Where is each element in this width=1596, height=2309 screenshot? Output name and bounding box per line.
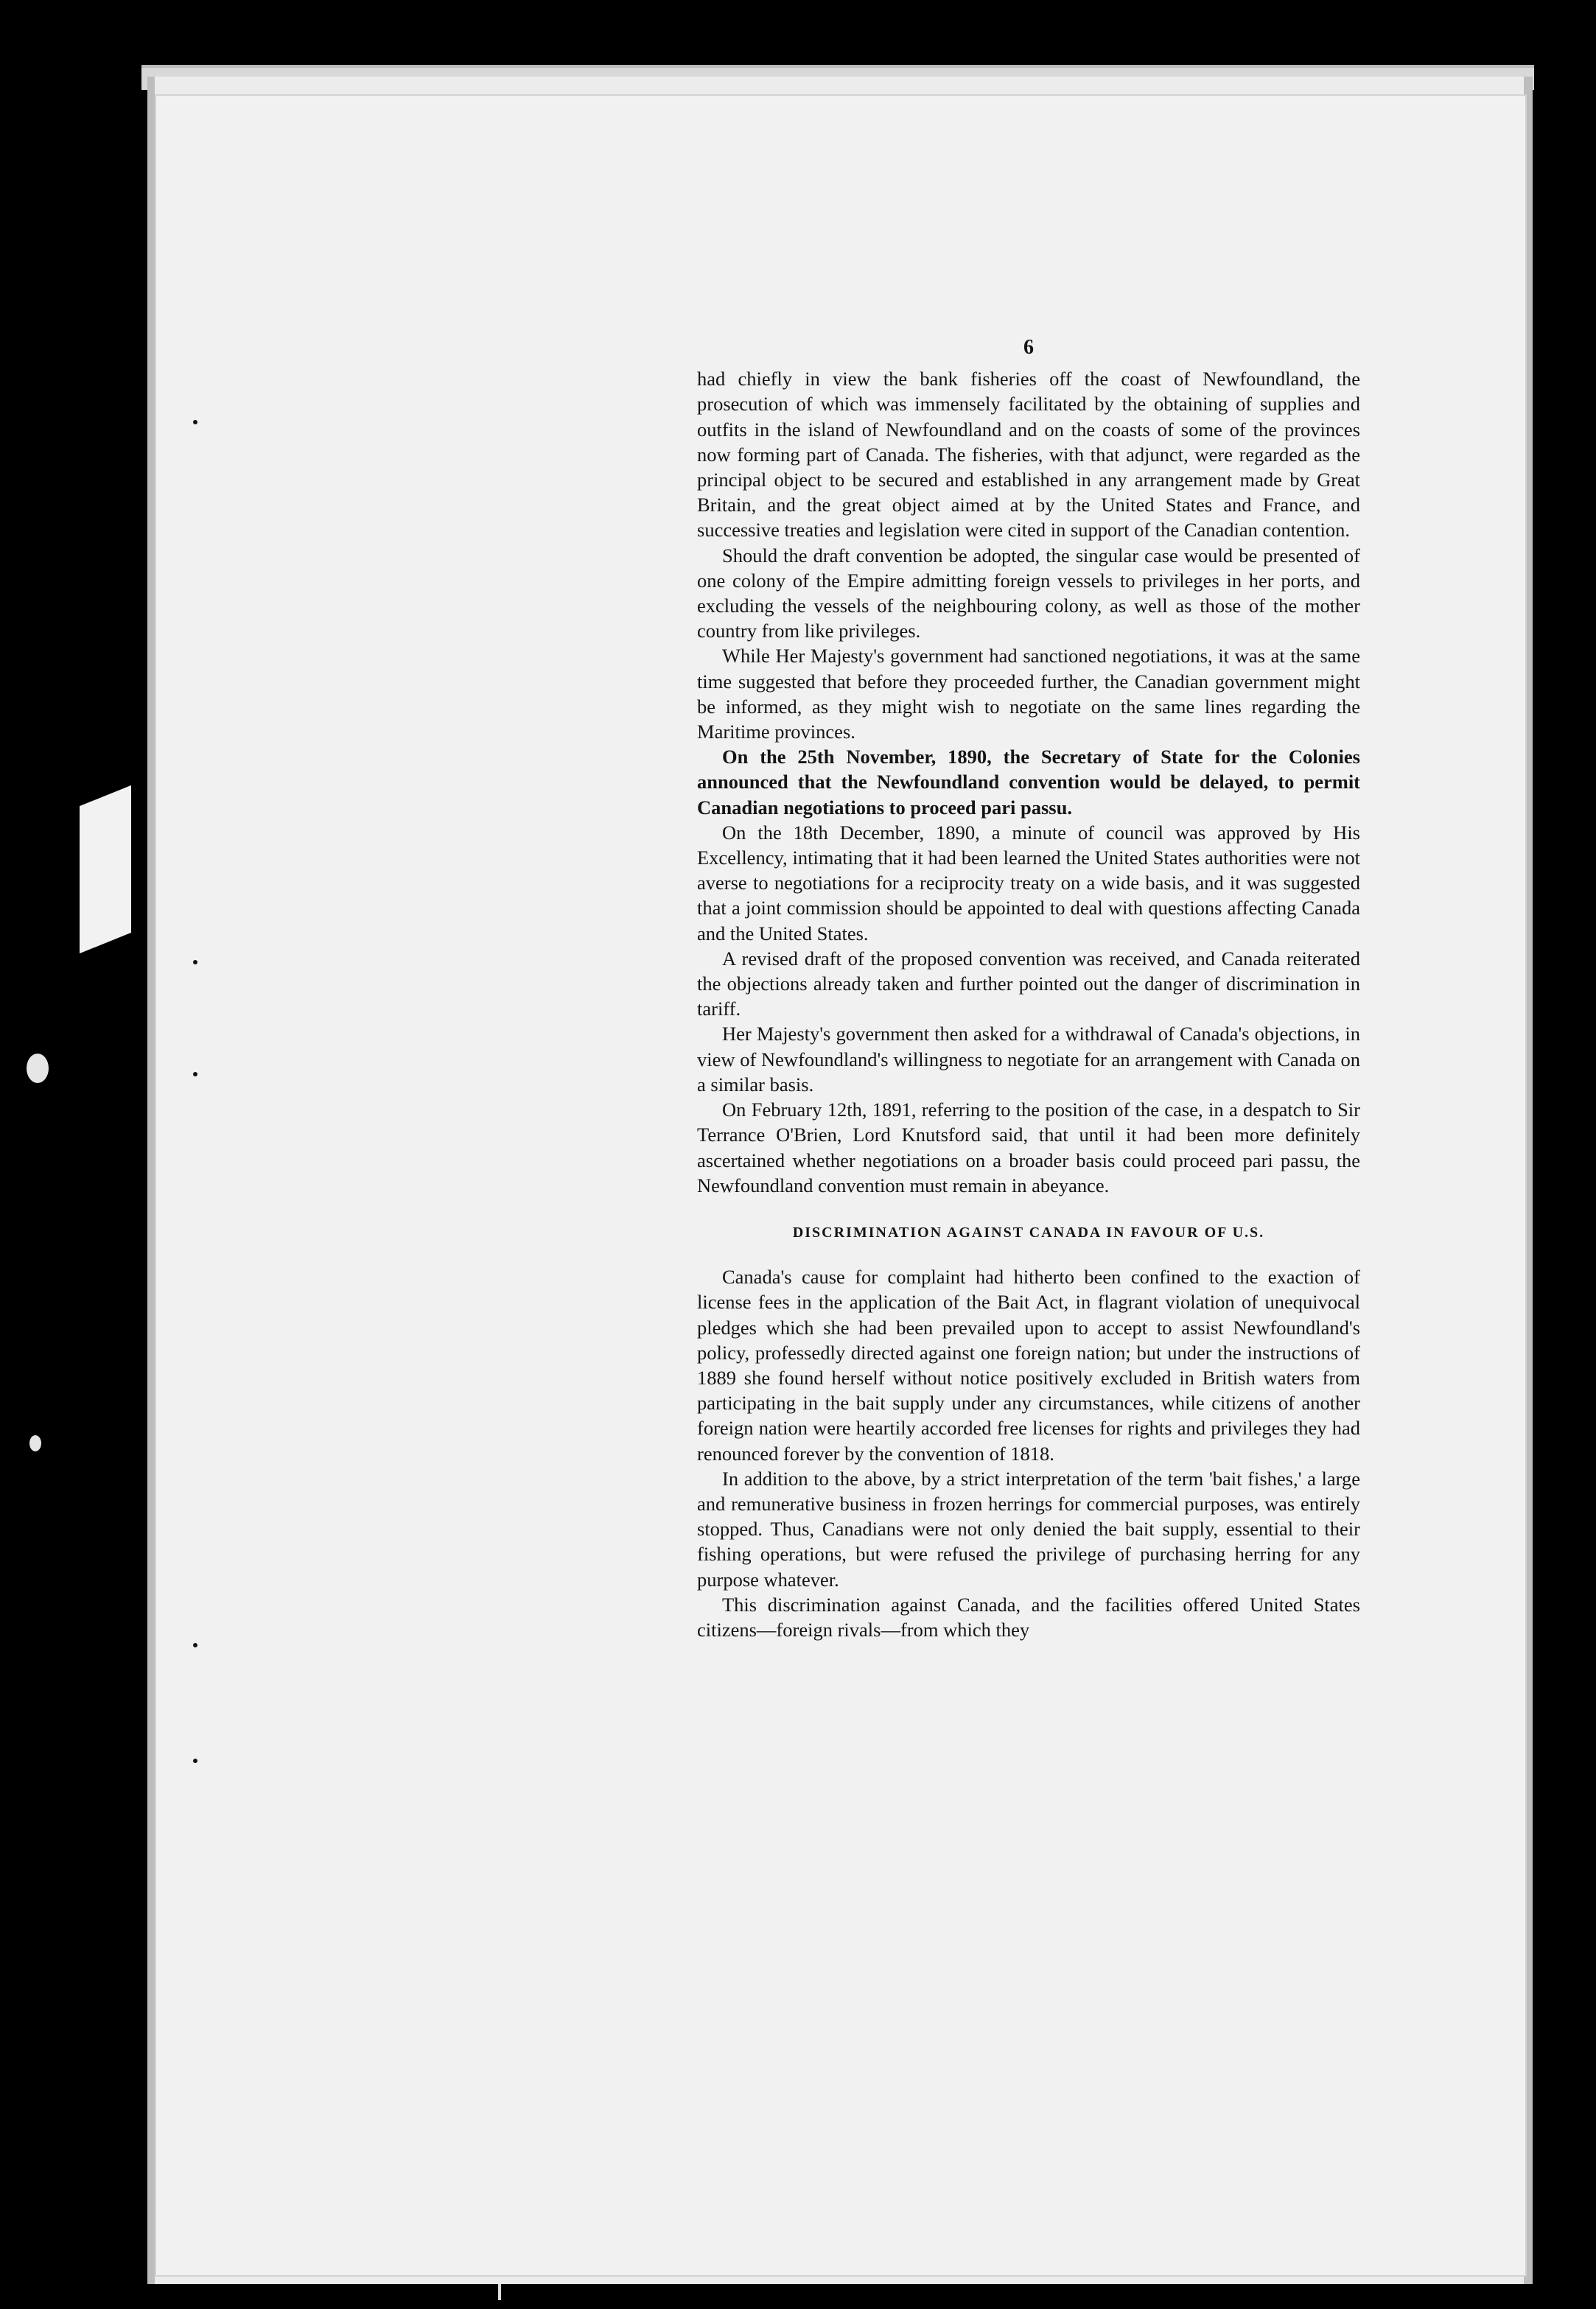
- binding-hole-mark: [193, 960, 197, 964]
- binding-hole-mark: [193, 1759, 197, 1763]
- paragraph: On February 12th, 1891, referring to the position of the case, in a despatch to Sir Terrance O'Brien, Lord Knutsford said, that until it had been more definitely ascertained whether negotiations on a broader basis could proceed pari passu, the Newfoundland convention must remain in abeyance.: [697, 1099, 1360, 1196]
- section-heading: DISCRIMINATION AGAINST CANADA IN FAVOUR OF U.S.: [792, 1224, 1265, 1241]
- paragraph: A revised draft of the proposed convention was received, and Canada reiterated the objections already taken and further pointed out the danger of discrimination in tariff.: [697, 947, 1360, 1020]
- paper-tab: [80, 785, 131, 953]
- paragraph: Canada's cause for complaint had hitherto been confined to the exaction of license fees in the application of the Bait Act, in flagrant violation of unequivocal pledges which she had been prevailed upon to accept to assist Newfoundland's policy, professedly directed against one foreign nation; but under the instructions of 1889 she found herself without notice positively excluded in British waters from participating in the bait supply under any circumstances, while citizens of another foreign nation were heartily accorded free licenses for rights and privileges they had renounced forever by the convention of 1818.: [697, 1266, 1360, 1465]
- paragraph: While Her Majesty's government had sanctioned negotiations, it was at the same time suggested that before they proceeded further, the Canadian government might be informed, as they might wish to negotiate on the same lines regarding the Maritime provinces.: [697, 645, 1360, 743]
- binding-hole-mark: [193, 420, 197, 424]
- paragraph: In addition to the above, by a strict interpretation of the term 'bait fishes,' a large and remunerative business in frozen herrings for commercial purposes, was entirely stopped. Thus, Canadians were not only denied the bait supply, essential to their fishing operations, but were refused the privilege of purchasing herring for any purpose whatever.: [697, 1467, 1360, 1591]
- bottom-edge-mark: [498, 2284, 501, 2300]
- paragraph: Her Majesty's government then asked for a withdrawal of Canada's objections, in view of Newfoundland's willingness to negotiate for an arrangement with Canada on a similar basis.: [697, 1023, 1360, 1096]
- binding-hole-mark: [193, 1072, 197, 1076]
- margin-speck: [29, 1435, 41, 1451]
- paragraph: On the 18th December, 1890, a minute of council was approved by His Excellency, intimating that it had been learned the United States authorities were not averse to negotiations for a reciprocity treaty on a wide basis, and it was suggested that a joint commission should be appointed to deal with questions affecting Canada and the United States.: [697, 821, 1360, 945]
- paragraph: On the 25th November, 1890, the Secretary of State for the Colonies announced that the Newfoundland convention would be delayed, to permit Canadian negotiations to proceed pari passu.: [697, 746, 1360, 819]
- paragraph: This discrimination against Canada, and the facilities offered United States citizens—foreign rivals—from which they: [697, 1593, 1360, 1641]
- document-body: [697, 335, 1360, 1642]
- paragraph: had chiefly in view the bank fisheries off the coast of Newfoundland, the prosecution of which was immensely facilitated by the obtaining of supplies and outfits in the island of Newfoundland and on the coasts of some of the provinces now forming part of Canada. The fisheries, with that adjunct, were regarded as the principal object to be secured and established in any arrangement made by Great Britain, and the great object aimed at by the United States and France, and successive treaties and legislation were cited in support of the Canadian contention.: [697, 368, 1360, 542]
- paragraph: Should the draft convention be adopted, the singular case would be presented of one colony of the Empire admitting foreign vessels to privileges in her ports, and excluding the vessels of the neighbouring colony, as well as those of the mother country from like privileges.: [697, 544, 1360, 642]
- margin-speck: [27, 1054, 49, 1083]
- binding-hole-mark: [193, 1643, 197, 1647]
- page-number: 6: [1023, 336, 1034, 359]
